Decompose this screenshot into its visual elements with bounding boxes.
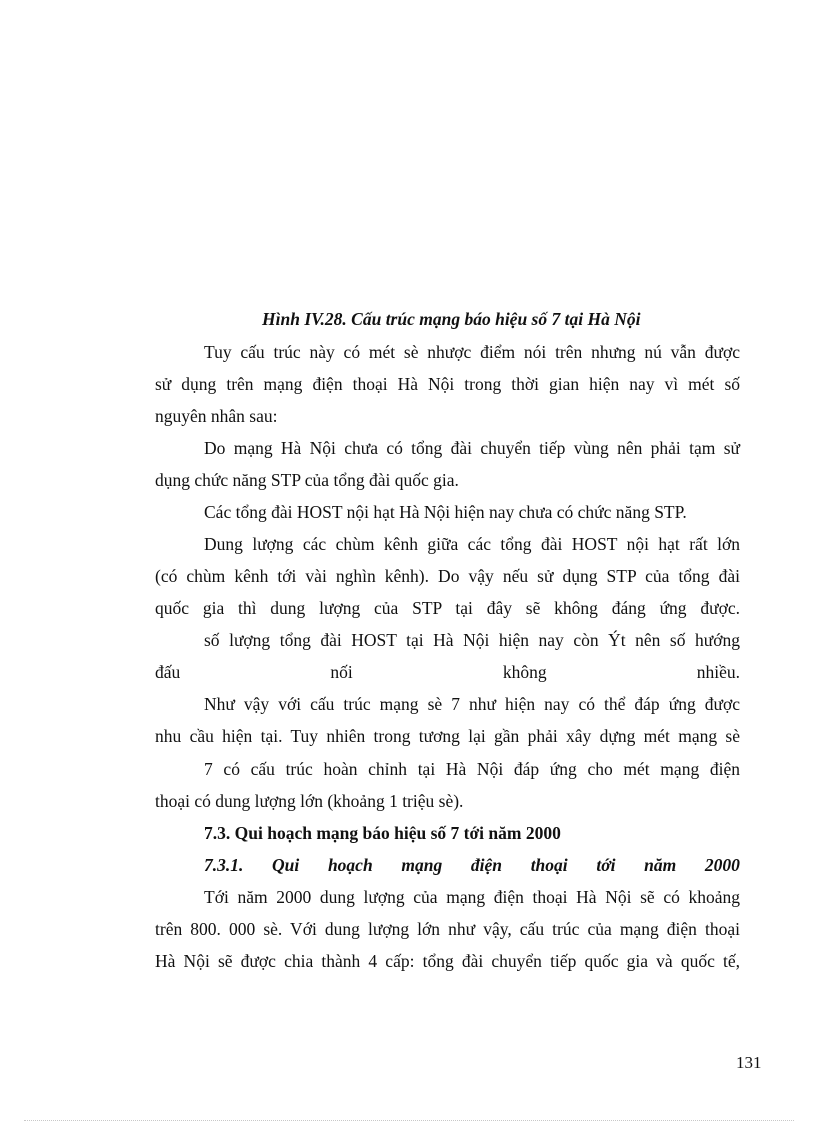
subsection-heading xyxy=(204,854,740,876)
spread-word: nhiều. xyxy=(696,662,740,682)
page-number: 131 xyxy=(736,1053,762,1072)
subheading-word: 2000 xyxy=(704,855,740,875)
paragraph-line: số lượng tổng đài HOST tại Hà Nội hiện nay còn Ýt nên số hướng xyxy=(204,630,740,650)
subheading-word: điện xyxy=(470,855,503,875)
subheading-word: mạng xyxy=(401,855,443,875)
paragraph-line: Do mạng Hà Nội chưa có tổng đài chuyển tiếp vùng nên phải tạm sử xyxy=(204,438,740,458)
paragraph-line: Tới năm 2000 dung lượng của mạng điện thoại Hà Nội sẽ có khoảng xyxy=(204,887,740,907)
spread-word: không xyxy=(502,662,547,682)
paragraph-line: Hà Nội sẽ được chia thành 4 cấp: tổng đài chuyển tiếp quốc gia và quốc tế, xyxy=(155,951,740,971)
subheading-word: thoại xyxy=(530,855,568,875)
subheading-word: 7.3.1. xyxy=(204,855,244,875)
paragraph-line: sử dụng trên mạng điện thoại Hà Nội trong thời gian hiện nay vì mét số xyxy=(155,374,740,394)
paragraph-line: Dung lượng các chùm kênh giữa các tổng đài HOST nội hạt rất lớn xyxy=(204,534,740,554)
subheading-word: hoạch xyxy=(327,855,373,875)
paragraph-line: (có chùm kênh tới vài nghìn kênh). Do vậy nếu sử dụng STP của tổng đài xyxy=(155,566,740,586)
paragraph-line: quốc gia thì dung lượng của STP tại đây sẽ không đáng ứng được. xyxy=(155,598,740,618)
paragraph-line: trên 800. 000 sè. Với dung lượng lớn như vậy, cấu trúc của mạng điện thoại xyxy=(155,919,740,939)
paragraph-line: Như vậy với cấu trúc mạng sè 7 như hiện nay có thể đáp ứng được xyxy=(204,694,740,714)
paragraph-line: Các tổng đài HOST nội hạt Hà Nội hiện nay chưa có chức năng STP. xyxy=(204,502,687,522)
paragraph-line: thoại có dung lượng lớn (khoảng 1 triệu sè). xyxy=(155,791,464,811)
footer-divider xyxy=(24,1120,794,1121)
section-heading: 7.3. Qui hoạch mạng báo hiệu số 7 tới năm 2000 xyxy=(204,823,561,843)
subheading-word: năm xyxy=(644,855,677,875)
spread-line xyxy=(155,661,740,683)
spread-word: nối xyxy=(330,662,353,682)
paragraph-line: nhu cầu hiện tại. Tuy nhiên trong tương lại gần phải xây dựng mét mạng sè xyxy=(155,726,740,746)
subheading-word: tới xyxy=(596,855,616,875)
subheading-word: Qui xyxy=(272,855,300,875)
figure-caption: Hình IV.28. Cấu trúc mạng báo hiệu số 7 tại Hà Nội xyxy=(262,309,641,329)
spread-word: đấu xyxy=(155,662,181,682)
paragraph-line: nguyên nhân sau: xyxy=(155,406,278,426)
paragraph-line: 7 có cấu trúc hoàn chỉnh tại Hà Nội đáp ứng cho mét mạng điện xyxy=(204,759,740,779)
paragraph-line: dụng chức năng STP của tổng đài quốc gia. xyxy=(155,470,459,490)
paragraph-line: Tuy cấu trúc này có mét sè nhược điểm nói trên nhưng nú vẫn được xyxy=(204,342,740,362)
